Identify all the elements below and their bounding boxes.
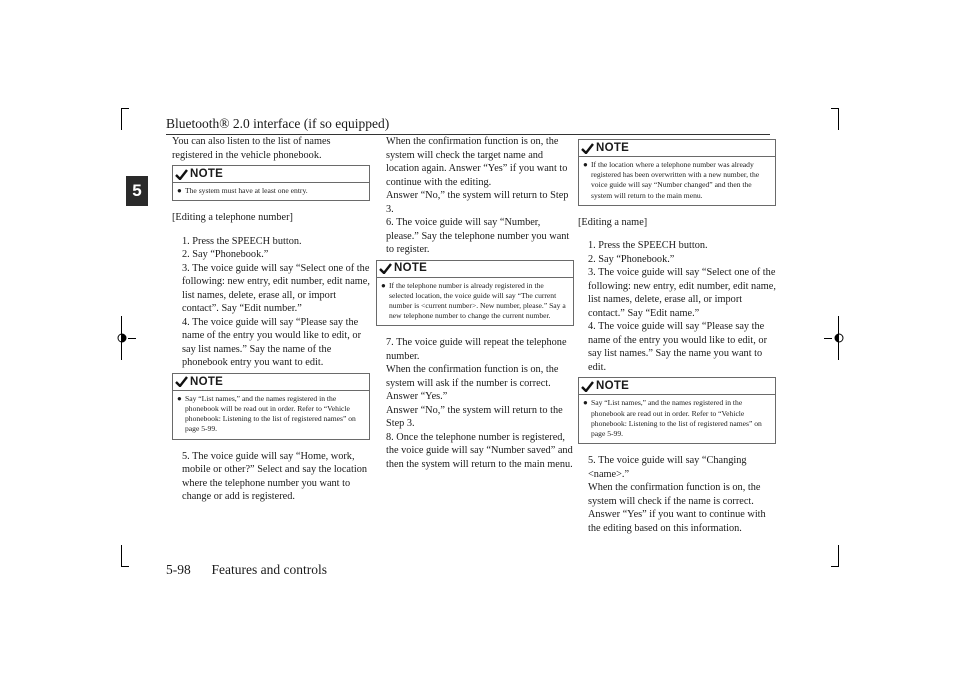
note-body: [579, 157, 775, 205]
note-icon: [379, 263, 392, 274]
note-icon: [175, 376, 188, 387]
note-label: NOTE: [190, 167, 224, 180]
bullet-icon: ●: [177, 393, 182, 403]
step-item: 6. The voice guide will say “Number, please.” Say the telephone number you want to register.: [386, 217, 570, 255]
note-body: [579, 395, 775, 443]
note-text: If the telephone number is already registered in the selected location, the voice guide will say “The current number is <current number>. New number, please.” Say a new telephone number to change the current number.: [389, 280, 566, 321]
crop-mark: [121, 566, 129, 567]
note-box: [578, 377, 776, 444]
step-item: 4. The voice guide will say “Please say the name of the entry you would like to edit, or say list names.” Say the name of the phonebook entry you want to edit.: [182, 316, 362, 369]
step-continuation: When the confirmation function is on, the system will ask if the number is correct. Answer “Yes.”: [386, 364, 559, 403]
note-header: [377, 261, 573, 278]
note-text: The system must have at least one entry.: [185, 186, 308, 195]
step-item: 1. Press the SPEECH button.: [588, 240, 708, 252]
note-label: NOTE: [596, 380, 630, 393]
column-1: [172, 135, 370, 504]
note-body: [173, 183, 369, 200]
crop-mark: [838, 108, 839, 130]
step-item: 5. The voice guide will say “Changing <name>.”: [588, 455, 747, 480]
step-continuation: When the confirmation function is on, the system will check the target name and location again. Answer “Yes” if you want to continue with the editing.: [386, 136, 568, 188]
note-text: Say “List names,” and the names registered in the phonebook will be read out in order. Refer to “Vehicle phonebook: Listening to the list of registered names” on page 5-99.: [185, 393, 356, 434]
section-heading: [Editing a name]: [578, 216, 648, 228]
note-label: NOTE: [596, 141, 630, 154]
note-header: [579, 140, 775, 157]
step-continuation: Answer “No,” the system will return to the Step 3.: [386, 404, 563, 430]
registration-mark-icon: [833, 332, 845, 344]
crop-mark: [121, 108, 129, 109]
chapter-tab: 5: [126, 176, 148, 206]
column-2: [376, 135, 574, 471]
bullet-icon: ●: [583, 398, 588, 408]
note-body: [377, 278, 573, 326]
step-item: 8. Once the telephone number is registered, the voice guide will say “Number saved” and then the system will return to the main menu.: [386, 431, 573, 470]
step-item: 5. The voice guide will say “Home, work, mobile or other?” Select and say the location where the telephone number you want to change or add is registered.: [182, 450, 367, 503]
note-text: Say “List names,” and the names registered in the phonebook are read out in order. Refer to “Vehicle phonebook: Listening to the list of registered names” on page 5-99.: [591, 398, 762, 438]
note-box: [172, 373, 370, 440]
note-icon: [175, 169, 188, 180]
note-header: [173, 374, 369, 391]
note-header: [173, 166, 369, 183]
bullet-icon: ●: [177, 186, 182, 195]
crop-mark: [838, 545, 839, 567]
crop-mark: [128, 338, 136, 339]
note-icon: [581, 143, 594, 154]
page-footer: [166, 562, 327, 578]
crop-mark: [831, 108, 839, 109]
bullet-icon: ●: [381, 280, 386, 290]
bullet-icon: ●: [583, 160, 588, 169]
footer-section: Features and controls: [211, 562, 327, 577]
step-item: 3. The voice guide will say “Select one of the following: new entry, edit number, edit name, list names, delete, erase all, or import contact”. Say “Edit number.”: [182, 262, 370, 315]
registration-mark-icon: [116, 332, 128, 344]
note-icon: [581, 381, 594, 392]
crop-mark: [824, 338, 832, 339]
page-number: 5-98: [166, 562, 191, 577]
note-label: NOTE: [190, 375, 224, 388]
step-item: 3. The voice guide will say “Select one of the following: new entry, edit number, edit name, list names, delete, erase all, or import contact.” Say “Edit name.”: [588, 267, 776, 319]
note-box: [172, 165, 370, 201]
section-heading: [Editing a telephone number]: [172, 212, 293, 224]
crop-mark: [121, 545, 122, 567]
note-box: [578, 139, 776, 206]
column-3: [578, 135, 776, 535]
note-box: [376, 260, 574, 327]
step-continuation: When the confirmation function is on, the system will check if the name is correct. Answer “Yes” if you want to continue with the editing based on this information.: [588, 482, 766, 534]
crop-mark: [121, 108, 122, 130]
step-item: 7. The voice guide will repeat the telephone number.: [386, 337, 567, 362]
step-item: 4. The voice guide will say “Please say the name of the entry you would like to edit, or say list names.” Say the name you want to edit.: [588, 321, 768, 373]
page-header-title: Bluetooth® 2.0 interface (if so equipped): [166, 116, 390, 131]
step-item: 1. Press the SPEECH button.: [182, 235, 302, 247]
note-body: [173, 391, 369, 439]
note-label: NOTE: [394, 262, 428, 275]
step-item: 2. Say “Phonebook.”: [588, 253, 675, 265]
crop-mark: [831, 566, 839, 567]
intro-text: You can also listen to the list of names registered in the vehicle phonebook.: [172, 136, 331, 161]
step-continuation: Answer “No,” the system will return to Step 3.: [386, 190, 569, 215]
step-item: 2. Say “Phonebook.”: [182, 249, 269, 261]
note-text: If the location where a telephone number was already registered has been overwritten with a new number, the voice guide will say “Number changed” and then the system will return to the main menu.: [591, 160, 760, 200]
note-header: [579, 378, 775, 395]
